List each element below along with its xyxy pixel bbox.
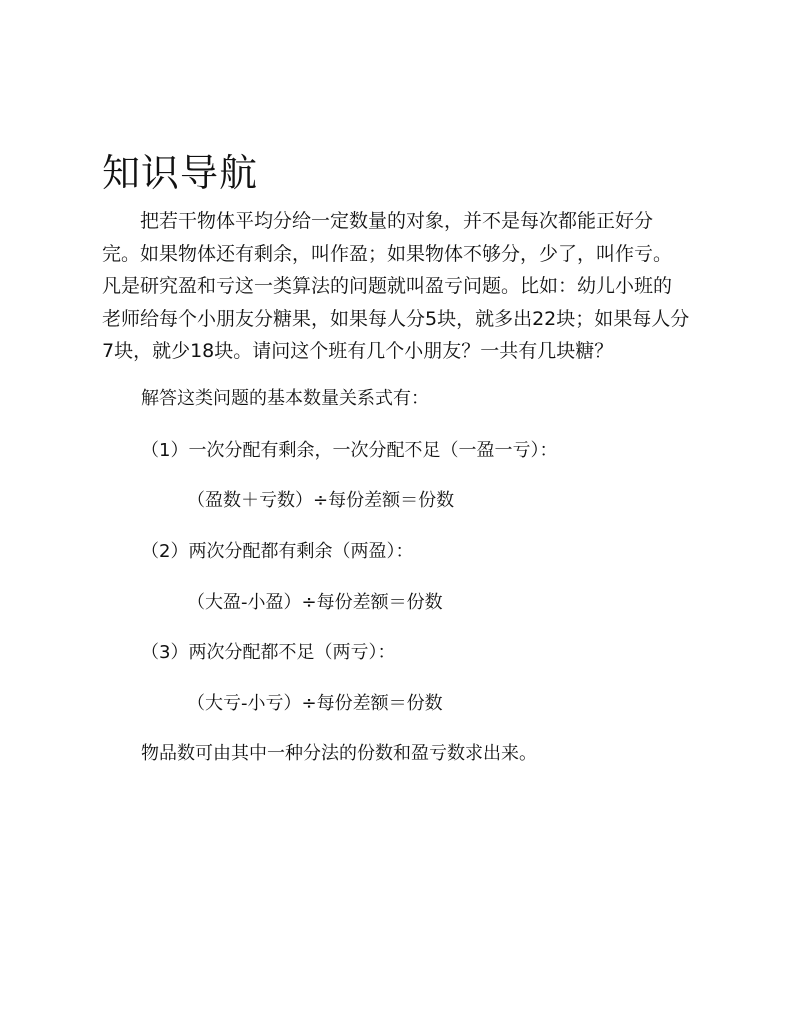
page-title: 知识导航 bbox=[102, 151, 259, 196]
intro-paragraph bbox=[102, 205, 712, 368]
intro-line: 老师给每个小朋友分糖果，如果每人分5块，就多出22块；如果每人分 bbox=[102, 307, 690, 330]
case-label-2: （2）两次分配都有剩余（两盈）： bbox=[141, 541, 414, 562]
case-label-1: （1）一次分配有剩余，一次分配不足（一盈一亏）： bbox=[141, 440, 558, 461]
intro-line: 把若干物体平均分给一定数量的对象，并不是每次都能正好分 bbox=[140, 210, 654, 232]
case-formula-2: （大盈-小盈）÷每份差额＝份数 bbox=[187, 592, 443, 613]
intro-line: 7块，就少18块。请问这个班有几个小朋友？一共有几块糖？ bbox=[102, 340, 614, 362]
case-formula-1: （盈数＋亏数）÷每份差额＝份数 bbox=[187, 490, 455, 511]
case-label-3: （3）两次分配都不足（两亏）： bbox=[141, 642, 396, 663]
case-formula-3: （大亏-小亏）÷每份差额＝份数 bbox=[187, 693, 443, 714]
intro-line: 凡是研究盈和亏这一类算法的问题就叫盈亏问题。比如：幼儿小班的 bbox=[102, 275, 673, 297]
conclusion-text: 物品数可由其中一种分法的份数和盈亏数求出来。 bbox=[141, 743, 537, 764]
answer-intro: 解答这类问题的基本数量关系式有： bbox=[141, 388, 429, 409]
intro-line: 完。如果物体还有剩余，叫作盈；如果物体不够分，少了，叫作亏。 bbox=[102, 242, 673, 265]
